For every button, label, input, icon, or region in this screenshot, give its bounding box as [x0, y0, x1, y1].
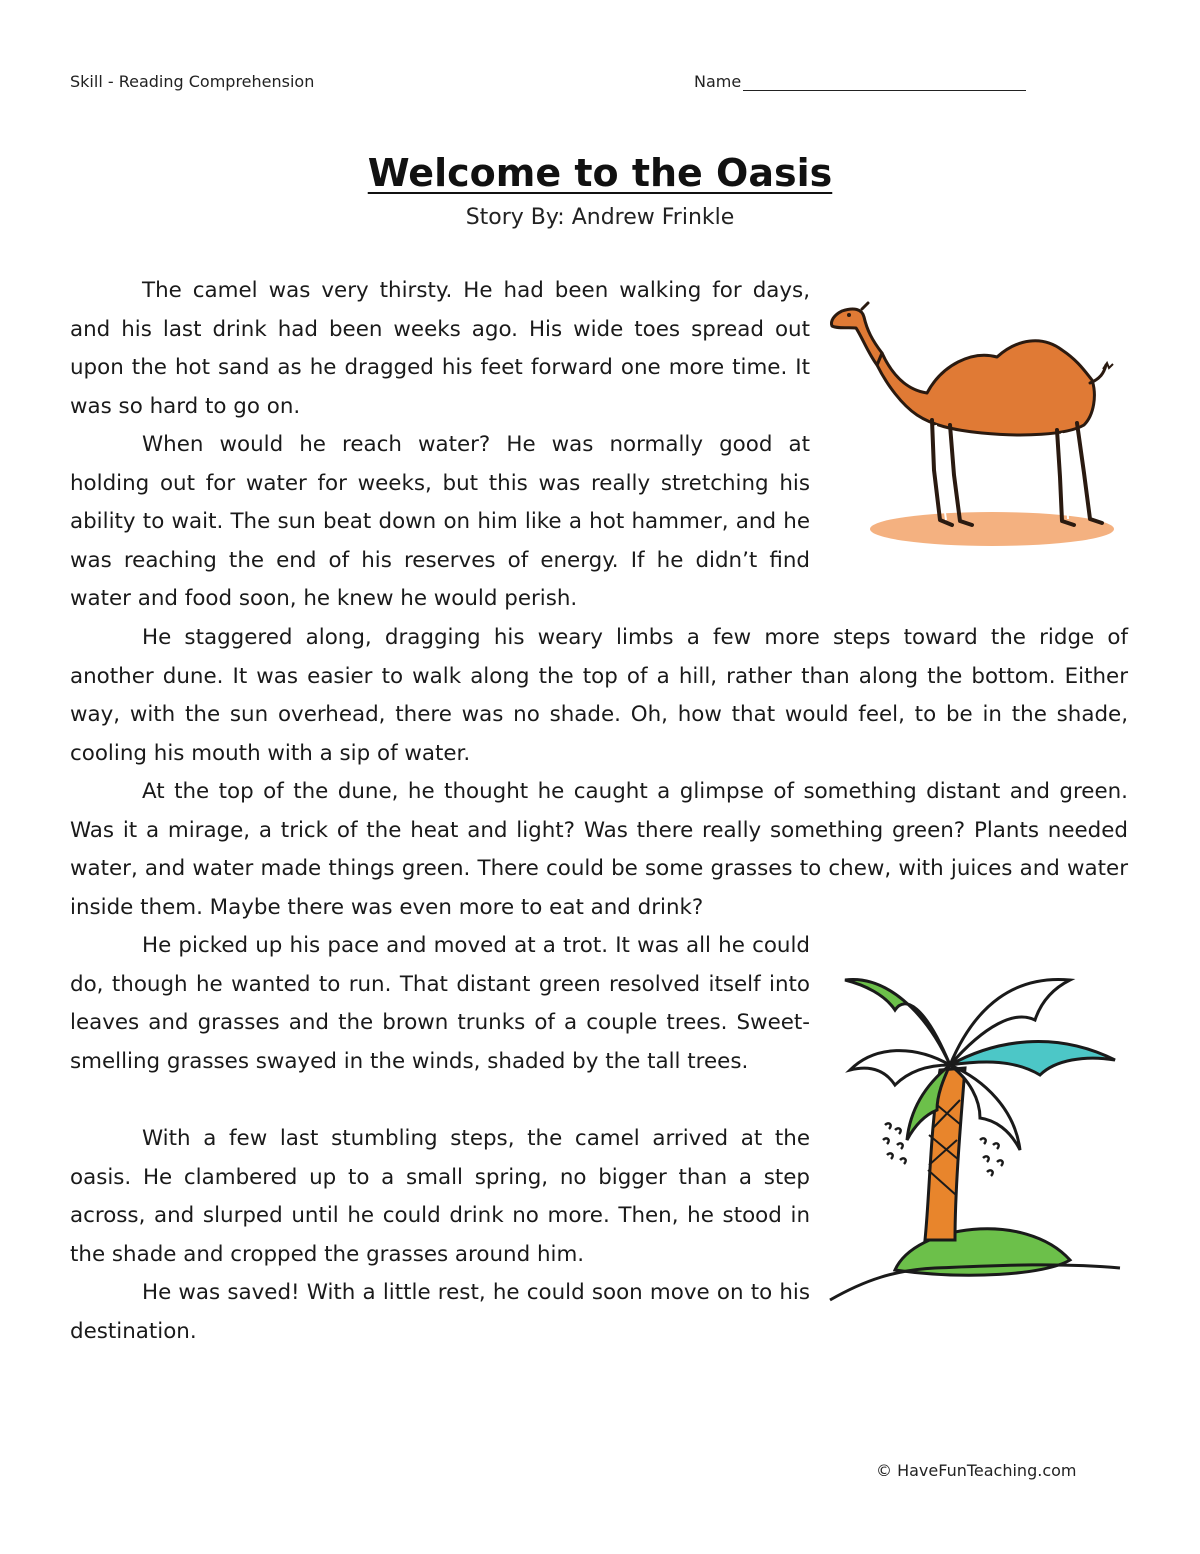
sand-shadow [870, 512, 1114, 546]
palm-tree-illustration [825, 950, 1125, 1315]
camel-neck [831, 309, 882, 365]
camel-body [877, 341, 1094, 435]
byline: Story By: Andrew Frinkle [465, 205, 735, 230]
paragraph-5: He picked up his pace and moved at a trot. It was all he could do, though he wanted to run. That distant green resolved itself into leaves and grasses and the brown trunks of a couple trees. Sweet-smelling grasses swayed in the winds, shaded by the tall trees. [70, 933, 810, 1074]
paragraph-3: He staggered along, dragging his weary limbs a few more steps toward the ridge of another dune. It was easier to walk along the top of a hill, rather than along the bottom. Either way, with the sun overhead, there was no shade. Oh, how that would feel, to be in the shade, cooling his mouth with a sip of water. [70, 625, 1128, 766]
name-field[interactable] [694, 72, 1026, 91]
paragraph-7: He was saved! With a little rest, he could soon move on to his destination. [70, 1280, 810, 1344]
skill-label: Skill - Reading Comprehension [70, 72, 315, 91]
paragraph-4: At the top of the dune, he thought he caught a glimpse of something distant and green. Was it a mirage, a trick of the heat and light? Was there really something green? Plants needed water, and water made things green. There could be some grasses to chew, with juices and water inside them. Maybe there was even more to eat and drink? [70, 779, 1128, 920]
copyright-footer: © HaveFunTeaching.com [876, 1461, 1077, 1480]
paragraph-6: With a few last stumbling steps, the camel arrived at the oasis. He clambered up to a small spring, no bigger than a step across, and slurped until he could drink no more. Then, he stood in the shade and cropped the grasses around him. [70, 1126, 810, 1267]
paragraph-1: The camel was very thirsty. He had been walking for days, and his last drink had been weeks ago. His wide toes spread out upon the hot sand as he dragged his feet forward one more time. It was so hard to go on. [70, 278, 810, 419]
paragraph-2: When would he reach water? He was normally good at holding out for water for weeks, but this was really stretching his ability to wait. The sun beat down on him like a hot hammer, and he was reaching the end of his reserves of energy. If he didn’t find water and food soon, he knew he would perish. [70, 432, 810, 612]
name-line[interactable] [743, 72, 1026, 91]
frond-3 [950, 1041, 1115, 1075]
name-label: Name [694, 72, 742, 91]
camel-illustration [822, 295, 1132, 560]
page-title: Welcome to the Oasis [367, 151, 833, 195]
